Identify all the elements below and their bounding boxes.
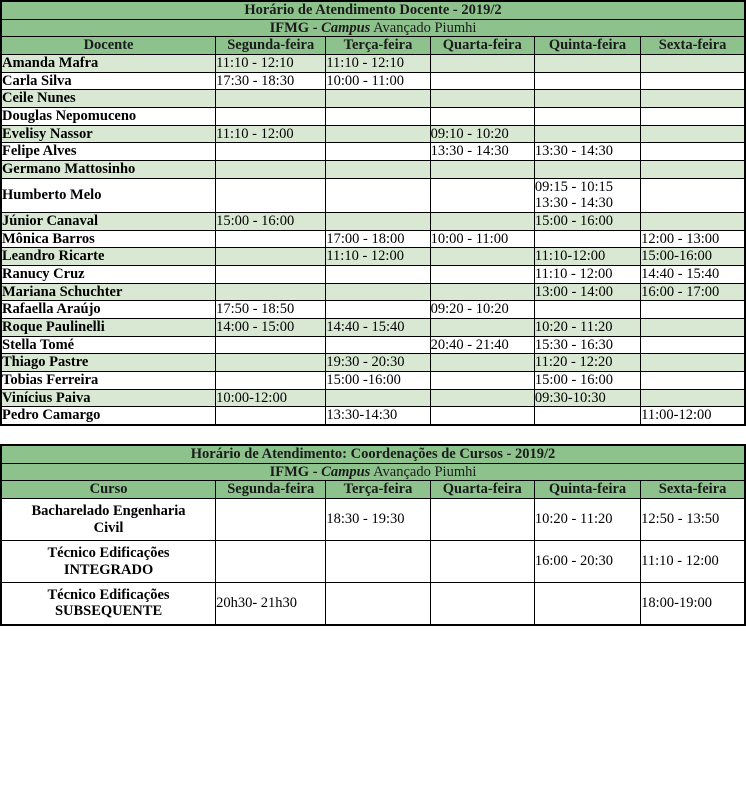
time-slot-cell	[216, 499, 326, 541]
table-row	[1, 336, 745, 354]
time-slot-cell	[430, 407, 534, 425]
table-row	[1, 354, 745, 372]
time-slot-cell: 12:50 - 13:50	[641, 499, 745, 541]
table-row	[1, 90, 745, 108]
time-slot-cell	[216, 178, 326, 212]
table-row	[1, 143, 745, 161]
time-slot-cell: 18:00-19:00	[641, 583, 745, 625]
time-slot-cell	[430, 55, 534, 73]
table2-title-row	[1, 445, 745, 463]
time-slot-cell: 17:50 - 18:50	[216, 301, 326, 319]
table1-subtitle-pre: IFMG -	[269, 19, 322, 36]
time-slot-cell: 17:30 - 18:30	[216, 72, 326, 90]
row-label: Tobias Ferreira	[1, 372, 216, 390]
time-slot-cell: 14:40 - 15:40	[326, 319, 430, 337]
time-slot-cell	[326, 161, 430, 179]
time-slot-cell	[534, 301, 640, 319]
time-slot-cell: 17:00 - 18:00	[326, 230, 430, 248]
time-slot-cell	[641, 161, 745, 179]
time-slot-cell	[326, 178, 430, 212]
coordination-schedule-table	[0, 444, 746, 626]
table2-header-row	[1, 481, 745, 499]
time-slot-cell	[216, 143, 326, 161]
table-row	[1, 248, 745, 266]
row-label: Amanda Mafra	[1, 55, 216, 73]
time-slot-cell	[326, 90, 430, 108]
time-slot-cell: 09:30-10:30	[534, 389, 640, 407]
time-slot-cell	[326, 583, 430, 625]
row-label: Técnico Edificações SUBSEQUENTE	[1, 583, 216, 625]
time-slot-cell: 13:30 - 14:30	[534, 143, 640, 161]
time-slot-cell	[216, 230, 326, 248]
time-slot-cell: 15:30 - 16:30	[534, 336, 640, 354]
table2-subtitle-pre: IFMG -	[269, 463, 322, 480]
table2-subtitle-post: Avançado Piumhi	[370, 463, 477, 480]
time-slot-cell: 09:10 - 10:20	[430, 125, 534, 143]
time-slot-cell	[216, 90, 326, 108]
time-slot-cell: 12:00 - 13:00	[641, 230, 745, 248]
time-slot-cell: 15:00 - 16:00	[534, 213, 640, 231]
time-slot-cell	[430, 499, 534, 541]
row-label: Mônica Barros	[1, 230, 216, 248]
time-slot-cell	[430, 266, 534, 284]
table1-title-row	[1, 1, 745, 19]
time-slot-cell: 11:10 - 12:10	[326, 55, 430, 73]
column-header-day-4: Quinta-feira	[534, 37, 640, 55]
column-header-day-5: Sexta-feira	[641, 37, 745, 55]
time-slot-cell	[216, 266, 326, 284]
time-slot-cell: 10:20 - 11:20	[534, 499, 640, 541]
time-slot-cell: 11:10 - 12:00	[216, 125, 326, 143]
time-slot-cell	[534, 161, 640, 179]
column-header-day-5: Sexta-feira	[641, 481, 745, 499]
time-slot-cell: 19:30 - 20:30	[326, 354, 430, 372]
row-label: Douglas Nepomuceno	[1, 108, 216, 126]
time-slot-cell	[641, 354, 745, 372]
time-slot-cell	[641, 389, 745, 407]
table-row	[1, 108, 745, 126]
column-header-day-1: Segunda-feira	[216, 481, 326, 499]
row-label: Ranucy Cruz	[1, 266, 216, 284]
time-slot-cell: 14:40 - 15:40	[641, 266, 745, 284]
time-slot-cell: 11:10 - 12:00	[326, 248, 430, 266]
table1-title: Horário de Atendimento Docente - 2019/2	[1, 1, 745, 19]
time-slot-cell: 11:10 - 12:00	[534, 266, 640, 284]
table1-subtitle-italic: Campus	[321, 19, 371, 36]
time-slot-cell	[534, 125, 640, 143]
table-row	[1, 283, 745, 301]
time-slot-cell	[641, 55, 745, 73]
time-slot-cell	[326, 301, 430, 319]
time-slot-cell	[430, 283, 534, 301]
time-slot-cell	[641, 108, 745, 126]
row-label: Stella Tomé	[1, 336, 216, 354]
time-slot-cell	[641, 178, 745, 212]
table-row	[1, 319, 745, 337]
row-label: Pedro Camargo	[1, 407, 216, 425]
table2-subtitle-italic: Campus	[321, 463, 371, 480]
time-slot-cell	[326, 389, 430, 407]
column-header-first: Docente	[1, 37, 216, 55]
row-label: Humberto Melo	[1, 178, 216, 212]
time-slot-cell: 18:30 - 19:30	[326, 499, 430, 541]
time-slot-cell	[641, 301, 745, 319]
time-slot-cell	[534, 90, 640, 108]
table-row	[1, 266, 745, 284]
table-row	[1, 55, 745, 73]
time-slot-cell	[641, 319, 745, 337]
time-slot-cell: 10:20 - 11:20	[534, 319, 640, 337]
table-row	[1, 389, 745, 407]
row-label: Leandro Ricarte	[1, 248, 216, 266]
time-slot-cell: 20:40 - 21:40	[430, 336, 534, 354]
row-label: Vinícius Paiva	[1, 389, 216, 407]
time-slot-cell	[430, 354, 534, 372]
table-row	[1, 161, 745, 179]
time-slot-cell	[326, 213, 430, 231]
time-slot-cell	[534, 55, 640, 73]
table1-body	[1, 55, 745, 426]
time-slot-cell	[216, 161, 326, 179]
time-slot-cell: 13:30 - 14:30	[430, 143, 534, 161]
column-header-day-4: Quinta-feira	[534, 481, 640, 499]
time-slot-cell	[430, 583, 534, 625]
time-slot-cell	[430, 372, 534, 390]
time-slot-cell	[430, 72, 534, 90]
row-label: Carla Silva	[1, 72, 216, 90]
table1-subtitle-post: Avançado Piumhi	[370, 19, 477, 36]
table1-subtitle-row	[1, 19, 745, 37]
time-slot-cell	[641, 90, 745, 108]
table1-header-row	[1, 37, 745, 55]
time-slot-cell	[430, 178, 534, 212]
time-slot-cell	[216, 283, 326, 301]
row-label: Ceile Nunes	[1, 90, 216, 108]
time-slot-cell: 15:00 -16:00	[326, 372, 430, 390]
time-slot-cell: 09:15 - 10:15 13:30 - 14:30	[534, 178, 640, 212]
time-slot-cell	[216, 407, 326, 425]
time-slot-cell: 15:00 - 16:00	[216, 213, 326, 231]
time-slot-cell	[534, 407, 640, 425]
table2-subtitle	[1, 463, 745, 481]
time-slot-cell	[641, 125, 745, 143]
time-slot-cell: 16:00 - 17:00	[641, 283, 745, 301]
time-slot-cell	[326, 283, 430, 301]
time-slot-cell	[430, 389, 534, 407]
row-label: Bacharelado Engenharia Civil	[1, 499, 216, 541]
time-slot-cell	[430, 248, 534, 266]
time-slot-cell	[326, 143, 430, 161]
time-slot-cell	[326, 108, 430, 126]
time-slot-cell	[641, 213, 745, 231]
time-slot-cell	[430, 319, 534, 337]
time-slot-cell	[430, 161, 534, 179]
time-slot-cell: 15:00-16:00	[641, 248, 745, 266]
row-label: Thiago Pastre	[1, 354, 216, 372]
time-slot-cell	[430, 213, 534, 231]
row-label: Técnico Edificações INTEGRADO	[1, 541, 216, 583]
table-row	[1, 72, 745, 90]
time-slot-cell	[216, 108, 326, 126]
column-header-day-2: Terça-feira	[326, 481, 430, 499]
row-label: Felipe Alves	[1, 143, 216, 161]
time-slot-cell	[430, 90, 534, 108]
table1-subtitle	[1, 19, 745, 37]
time-slot-cell: 14:00 - 15:00	[216, 319, 326, 337]
time-slot-cell	[534, 583, 640, 625]
table-row	[1, 541, 745, 583]
time-slot-cell	[216, 354, 326, 372]
column-header-day-1: Segunda-feira	[216, 37, 326, 55]
time-slot-cell: 13:00 - 14:00	[534, 283, 640, 301]
time-slot-cell: 11:10-12:00	[534, 248, 640, 266]
row-label: Mariana Schuchter	[1, 283, 216, 301]
time-slot-cell: 11:20 - 12:20	[534, 354, 640, 372]
time-slot-cell	[216, 248, 326, 266]
time-slot-cell	[326, 266, 430, 284]
time-slot-cell	[641, 72, 745, 90]
time-slot-cell	[216, 372, 326, 390]
time-slot-cell: 13:30-14:30	[326, 407, 430, 425]
table2-body	[1, 499, 745, 625]
table-row	[1, 213, 745, 231]
row-label: Germano Mattosinho	[1, 161, 216, 179]
time-slot-cell	[641, 372, 745, 390]
table-row	[1, 230, 745, 248]
time-slot-cell: 11:10 - 12:00	[641, 541, 745, 583]
time-slot-cell: 15:00 - 16:00	[534, 372, 640, 390]
column-header-day-3: Quarta-feira	[430, 37, 534, 55]
time-slot-cell	[326, 541, 430, 583]
time-slot-cell	[534, 230, 640, 248]
tables-gap	[0, 426, 746, 444]
table-row	[1, 125, 745, 143]
time-slot-cell	[534, 72, 640, 90]
column-header-day-3: Quarta-feira	[430, 481, 534, 499]
table-row	[1, 583, 745, 625]
time-slot-cell	[430, 541, 534, 583]
time-slot-cell: 16:00 - 20:30	[534, 541, 640, 583]
column-header-day-2: Terça-feira	[326, 37, 430, 55]
time-slot-cell	[216, 336, 326, 354]
time-slot-cell	[641, 143, 745, 161]
time-slot-cell: 11:10 - 12:10	[216, 55, 326, 73]
time-slot-cell	[534, 108, 640, 126]
table-row	[1, 372, 745, 390]
time-slot-cell: 11:00-12:00	[641, 407, 745, 425]
row-label: Júnior Canaval	[1, 213, 216, 231]
time-slot-cell: 20h30- 21h30	[216, 583, 326, 625]
time-slot-cell: 10:00 - 11:00	[430, 230, 534, 248]
table-row	[1, 499, 745, 541]
table-row	[1, 407, 745, 425]
time-slot-cell	[326, 125, 430, 143]
time-slot-cell	[641, 336, 745, 354]
table-row	[1, 178, 745, 212]
time-slot-cell: 10:00-12:00	[216, 389, 326, 407]
time-slot-cell	[216, 541, 326, 583]
row-label: Rafaella Araújo	[1, 301, 216, 319]
time-slot-cell	[326, 336, 430, 354]
table-row	[1, 301, 745, 319]
time-slot-cell: 09:20 - 10:20	[430, 301, 534, 319]
row-label: Evelisy Nassor	[1, 125, 216, 143]
table2-subtitle-row	[1, 463, 745, 481]
table2-title: Horário de Atendimento: Coordenações de Cursos - 2019/2	[1, 445, 745, 463]
column-header-first: Curso	[1, 481, 216, 499]
time-slot-cell	[430, 108, 534, 126]
time-slot-cell: 10:00 - 11:00	[326, 72, 430, 90]
row-label: Roque Paulinelli	[1, 319, 216, 337]
